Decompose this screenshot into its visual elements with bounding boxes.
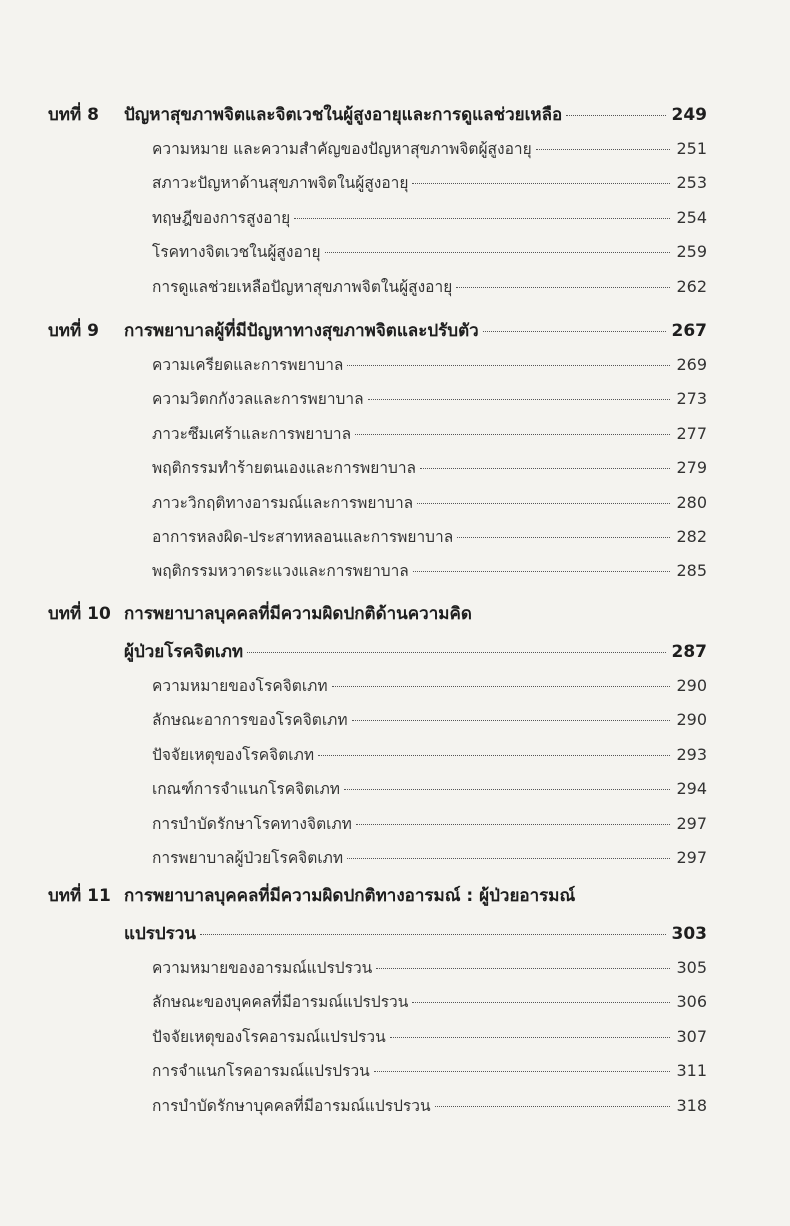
toc-entry-leader-dots <box>435 1106 671 1107</box>
toc-entry <box>152 421 707 446</box>
toc-entry-page-number: 262 <box>676 276 707 296</box>
toc-entry-title: ปัจจัยเหตุของโรคจิตเภท <box>152 745 315 764</box>
toc-entry-page-number: 306 <box>676 992 707 1012</box>
chapter-title-line1: การพยาบาลบุคคลที่มีความผิดปกติด้านความคิด <box>124 604 472 624</box>
chapter-number: บทที่ 8 <box>48 105 99 125</box>
toc-entry-leader-dots <box>412 1002 670 1003</box>
toc-entry-title: ความวิตกกังวลและการพยาบาล <box>152 390 364 409</box>
chapter-heading-leader-dots <box>247 652 665 653</box>
toc-entry <box>152 490 707 515</box>
toc-entry-title: ทฤษฎีของการสูงอายุ <box>152 208 291 227</box>
toc-entry-page-number: 307 <box>676 1026 707 1046</box>
toc-entry-title: ลักษณะอาการของโรคจิตเภท <box>152 711 348 730</box>
toc-entry <box>152 136 707 161</box>
toc-entry <box>152 239 707 264</box>
toc-entry-leader-dots <box>417 503 670 504</box>
toc-entry <box>152 455 707 480</box>
chapter-number: บทที่ 9 <box>48 321 99 341</box>
toc-entry-title: การดูแลช่วยเหลือปัญหาสุขภาพจิตในผู้สูงอายุ <box>152 277 453 296</box>
toc-entry-title: ความหมาย และความสำคัญของปัญหาสุขภาพจิตผู้สูงอายุ <box>152 140 532 158</box>
toc-entry-page-number: 318 <box>676 1095 707 1115</box>
toc-entry-leader-dots <box>332 686 671 687</box>
toc-entry-page-number: 285 <box>676 561 707 581</box>
toc-entry <box>152 845 707 870</box>
chapter-heading-page-number: 249 <box>671 105 707 125</box>
toc-entry-leader-dots <box>413 571 671 572</box>
toc-entry-page-number: 254 <box>676 207 707 227</box>
chapter-heading-leader-dots <box>200 934 666 935</box>
toc-entry-title: โรคทางจิตเวชในผู้สูงอายุ <box>152 243 321 262</box>
toc-entry <box>152 524 707 549</box>
toc-entry <box>152 776 707 801</box>
toc-entry <box>152 811 707 836</box>
toc-entry-page-number: 273 <box>676 389 707 409</box>
toc-entry-leader-dots <box>374 1071 671 1072</box>
toc-entry-page-number: 290 <box>676 710 707 730</box>
toc-entry-page-number: 297 <box>676 813 707 833</box>
chapter-heading-title: การพยาบาลผู้ที่มีปัญหาทางสุขภาพจิตและปรับตัว <box>124 321 479 341</box>
toc-entry-title: ความหมายของโรคจิตเภท <box>152 677 328 695</box>
toc-entry <box>152 742 707 767</box>
toc-entry-leader-dots <box>456 287 670 288</box>
toc-entry-title: พฤติกรรมทำร้ายตนเองและการพยาบาล <box>152 459 417 478</box>
chapter-heading-page-number: 287 <box>671 642 707 662</box>
chapter-heading-title: ปัญหาสุขภาพจิตและจิตเวชในผู้สูงอายุและการดูแลช่วยเหลือ <box>124 105 563 125</box>
chapter-heading-leader-dots <box>566 115 665 116</box>
toc-entry-title: สภาวะปัญหาด้านสุขภาพจิตในผู้สูงอายุ <box>152 174 409 193</box>
chapter-heading <box>124 638 707 665</box>
toc-entry-title: ความเครียดและการพยาบาล <box>152 356 344 374</box>
chapter-heading <box>124 101 707 128</box>
toc-entry-leader-dots <box>347 858 670 859</box>
toc-entry-leader-dots <box>368 399 671 400</box>
toc-entry-page-number: 311 <box>676 1061 707 1081</box>
toc-entry-title: อาการหลงผิด-ประสาทหลอนและการพยาบาล <box>152 528 454 546</box>
toc-entry-leader-dots <box>347 365 670 366</box>
toc-entry-title: การจำแนกโรคอารมณ์แปรปรวน <box>152 1062 370 1081</box>
chapter-title-line1: การพยาบาลบุคคลที่มีความผิดปกติทางอารมณ์ : ผู้ป่วยอารมณ์ <box>124 886 576 906</box>
chapter-heading-page-number: 303 <box>671 924 707 944</box>
toc-entry-leader-dots <box>318 755 670 756</box>
toc-entry-page-number: 259 <box>676 242 707 262</box>
chapter-heading-title: ผู้ป่วยโรคจิตเภท <box>124 642 244 662</box>
toc-entry-page-number: 290 <box>676 676 707 695</box>
toc-entry-title: การบำบัดรักษาบุคคลที่มีอารมณ์แปรปรวน <box>152 1096 431 1115</box>
toc-entry-title: เกณฑ์การจำแนกโรคจิตเภท <box>152 780 340 799</box>
toc-entry-page-number: 282 <box>676 527 707 546</box>
chapter-heading-page-number: 267 <box>671 321 707 341</box>
toc-entry-title: พฤติกรรมหวาดระแวงและการพยาบาล <box>152 562 409 581</box>
toc-entry-leader-dots <box>344 789 670 790</box>
toc-entry-page-number: 277 <box>676 423 707 443</box>
toc-entry-page-number: 294 <box>676 779 707 799</box>
toc-entry <box>152 205 707 230</box>
toc-entry <box>152 955 707 980</box>
toc-entry-leader-dots <box>355 434 670 435</box>
toc-entry-leader-dots <box>420 468 670 469</box>
toc-entry <box>152 170 707 195</box>
toc-entry-leader-dots <box>390 1037 671 1038</box>
toc-entry-page-number: 280 <box>676 492 707 512</box>
toc-entry-page-number: 305 <box>676 958 707 977</box>
toc-entry-leader-dots <box>536 149 671 150</box>
toc-entry-page-number: 297 <box>676 848 707 867</box>
toc-entry-title: ภาวะวิกฤติทางอารมณ์และการพยาบาล <box>152 493 414 512</box>
chapter-number: บทที่ 11 <box>48 886 111 906</box>
toc-entry <box>152 1024 707 1049</box>
toc-entry-page-number: 293 <box>676 744 707 764</box>
toc-entry <box>152 352 707 377</box>
chapter-heading-title: แปรปรวน <box>124 924 196 944</box>
toc-entry-leader-dots <box>412 183 670 184</box>
toc-entry-title: ลักษณะของบุคคลที่มีอารมณ์แปรปรวน <box>152 993 409 1012</box>
toc-entry-leader-dots <box>457 537 670 538</box>
toc-entry <box>152 1058 707 1083</box>
toc-entry-leader-dots <box>294 218 670 219</box>
toc-entry-leader-dots <box>356 824 671 825</box>
toc-entry-page-number: 279 <box>676 458 707 478</box>
chapter-heading <box>124 920 707 947</box>
toc-entry-leader-dots <box>352 720 671 721</box>
toc-entry-title: การบำบัดรักษาโรคทางจิตเภท <box>152 814 352 833</box>
toc-entry-title: ภาวะซึมเศร้าและการพยาบาล <box>152 424 352 443</box>
toc-entry <box>152 274 707 299</box>
toc-entry <box>152 673 707 698</box>
toc-entry-page-number: 251 <box>676 139 707 158</box>
toc-entry-title: การพยาบาลผู้ป่วยโรคจิตเภท <box>152 849 344 867</box>
chapter-heading-leader-dots <box>483 331 666 332</box>
toc-entry-leader-dots <box>325 252 671 253</box>
toc-entry <box>152 386 707 411</box>
toc-entry-page-number: 253 <box>676 173 707 193</box>
toc-entry <box>152 558 707 583</box>
toc-entry-title: ความหมายของอารมณ์แปรปรวน <box>152 959 373 977</box>
toc-entry <box>152 989 707 1014</box>
toc-entry <box>152 707 707 732</box>
chapter-number: บทที่ 10 <box>48 604 111 624</box>
toc-entry <box>152 1093 707 1118</box>
toc-entry-page-number: 269 <box>676 355 707 374</box>
toc-entry-title: ปัจจัยเหตุของโรคอารมณ์แปรปรวน <box>152 1027 386 1046</box>
toc-entry-leader-dots <box>376 968 670 969</box>
chapter-heading <box>124 317 707 344</box>
